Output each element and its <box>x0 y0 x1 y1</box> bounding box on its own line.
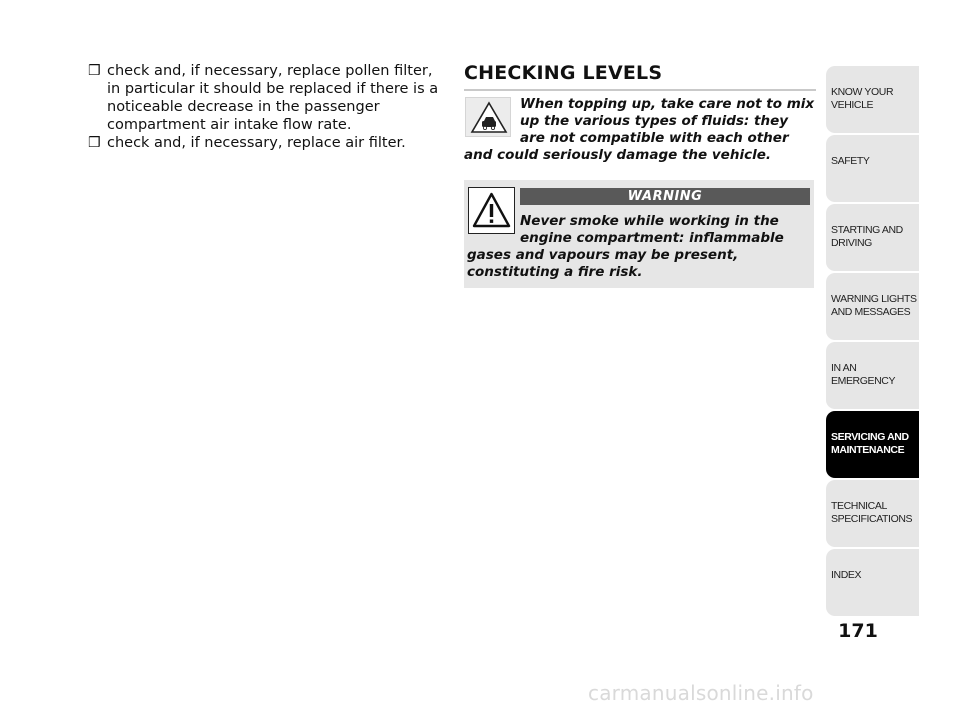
notice-text: When topping up, take care not to mix up the various types of fluids: they are not compatible with each other and could seriously damage the vehicle. <box>464 96 815 163</box>
warning-box <box>464 180 814 288</box>
tab-label: INDEX <box>831 569 862 581</box>
watermark: carmanualsonline.info <box>588 681 814 705</box>
tab-label: STARTING AND DRIVING <box>831 224 903 249</box>
tab-warning-lights-and-messages[interactable] <box>826 273 919 340</box>
tab-label: IN AN EMERGENCY <box>831 362 896 387</box>
tab-label: WARNING LIGHTS AND MESSAGES <box>831 293 917 318</box>
warning-spacer <box>467 213 520 233</box>
section-title: CHECKING LEVELS <box>464 62 663 84</box>
car-fluid-icon <box>465 97 511 137</box>
tab-label: TECHNICAL SPECIFICATIONS <box>831 500 913 525</box>
checkbox-bullet-icon: ❒ <box>88 63 101 79</box>
tab-in-an-emergency[interactable] <box>826 342 919 409</box>
tab-label: SAFETY <box>831 155 870 167</box>
warning-text: Never smoke while working in the engine compartment: inflammable gases and vapours may be present, constituting a fire risk. <box>467 213 784 280</box>
tab-label: KNOW YOUR VEHICLE <box>831 86 894 111</box>
notice-block <box>464 96 816 164</box>
bullet-text: check and, if necessary, replace pollen filter, in particular it should be replaced if there is a noticeable decrease in the passenger compartment air intake flow rate. <box>107 63 439 133</box>
left-column <box>88 62 443 152</box>
bullet-text: check and, if necessary, replace air filter. <box>107 135 406 151</box>
bullet-item-air-filter <box>88 134 443 152</box>
tab-index[interactable] <box>826 549 919 616</box>
chapter-tabs <box>826 66 919 618</box>
warning-header: WARNING <box>520 188 810 205</box>
tab-starting-and-driving[interactable] <box>826 204 919 271</box>
tab-safety[interactable] <box>826 135 919 202</box>
tab-label: SERVICING AND MAINTENANCE <box>831 431 909 456</box>
checkbox-bullet-icon: ❒ <box>88 135 101 151</box>
bullet-item-pollen-filter <box>88 62 443 134</box>
title-divider <box>464 89 816 91</box>
page-number: 171 <box>838 620 878 642</box>
tab-servicing-and-maintenance[interactable] <box>826 411 919 478</box>
warning-text-block <box>467 213 809 281</box>
tab-technical-specifications[interactable] <box>826 480 919 547</box>
tab-know-your-vehicle[interactable] <box>826 66 919 133</box>
